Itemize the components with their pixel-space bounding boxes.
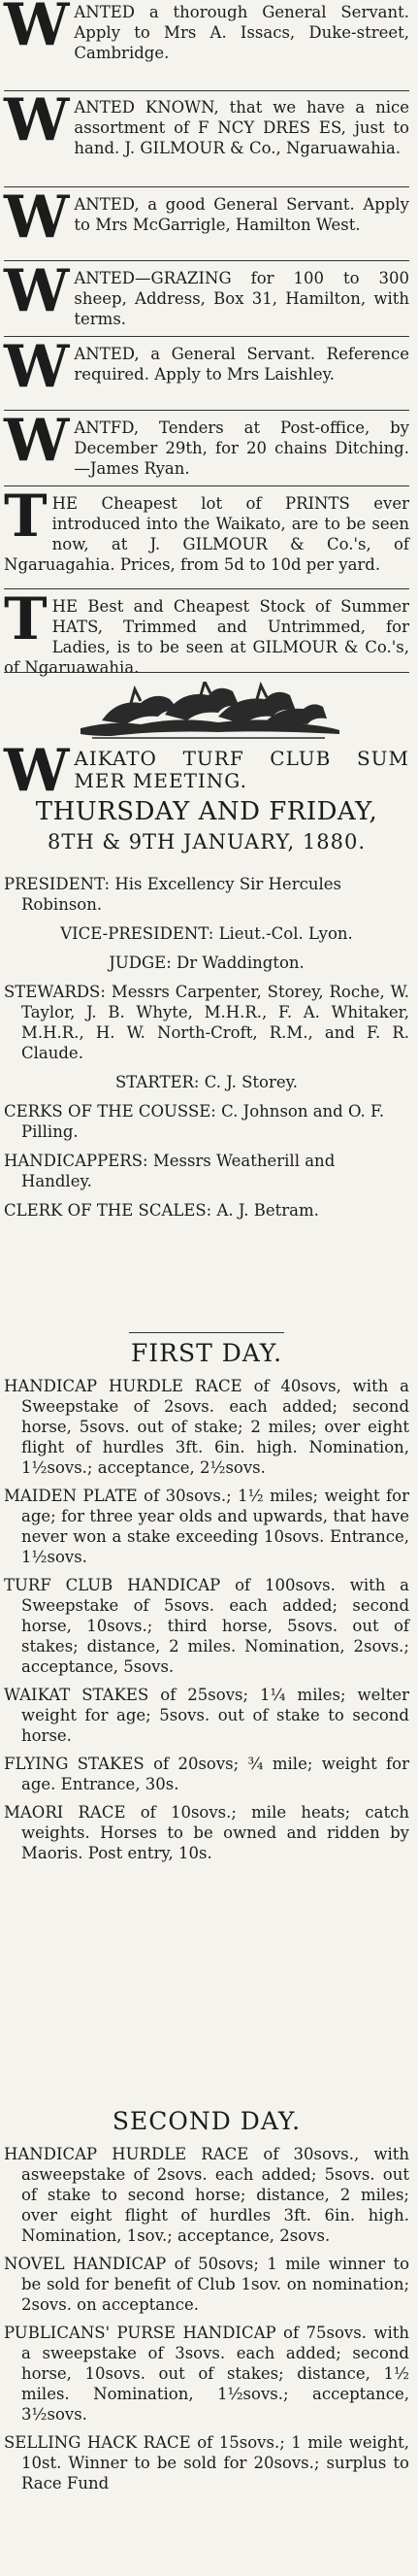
officials-list [4,874,409,1221]
ad-tenders-ditching [4,407,409,480]
drop-cap: W [4,333,70,401]
official-clerk-scales: CLERK OF THE SCALES: A. J. Betram. [4,1201,319,1220]
meeting-dates: 8TH & 9TH JANUARY, 1880. [47,830,367,853]
official-judge: JUDGE: Dr Waddington. [109,953,305,972]
divider [4,485,409,486]
race-entry: HANDICAP HURDLE RACE of 30sovs., with asweepstake of 2sovs. each added; 5sovs. out of stake to second horse; distance, 2 miles; over eight flight of hurdles 3ft. 6in. high. Nomination, 1sov.; acceptance, 2sovs. [4,2145,409,2245]
ad-servant-laishley [4,333,409,404]
drop-cap: T [4,585,48,653]
ad-summer-hats [4,585,409,677]
ad-text: ANTED—GRAZING for 100 to 300 sheep, Address, Box 31, Hamilton, with terms. [74,269,409,328]
race-entry: HANDICAP HURDLE RACE of 40sovs, with a Sweepstake of 2sovs. each added; second horse, 5sovs. out of stake; 2 miles; over eight flight of hurdles 3ft. 6in. high. Nomination, 1½sovs.; acceptance, 2½sovs. [4,1377,409,1477]
second-day-heading: SECOND DAY. [112,2107,302,2135]
divider [129,1332,284,1333]
drop-cap: W [4,737,70,805]
ad-general-servant-isaacs [4,2,409,84]
divider [4,672,409,673]
race-entry: MAIDEN PLATE of 30sovs.; 1½ miles; weight for age; for three year olds and upwards, that have never won a stake exceeding 10sovs. Entrance, 1½sovs. [4,1487,409,1566]
drop-cap: T [4,483,48,551]
first-day-section [4,1332,409,1863]
official-stewards: STEWARDS: Messrs Carpenter, Storey, Roche, W. Taylor, J. B. Whyte, M.H.R., F. A. Whitaker, M.H.R., H. W. North-Croft, R.M., and F. R. Claude. [4,983,409,1062]
race-entry: SELLING HACK RACE of 15sovs.; 1 mile weight, 10st. Winner to be sold for 20sovs.; surplus to Race Fund [4,2433,410,2492]
official-handicappers: HANDICAPPERS: Messrs Weatherill and Handley. [4,1152,336,1190]
race-entry: FLYING STAKES of 20sovs; ¾ mile; weight for age. Entrance, 30s. [4,1755,409,1793]
race-entry: MAORI RACE of 10sovs.; mile heats; catch weights. Horses to be owned and ridden by Maoris. Post entry, 10s. [4,1803,409,1862]
meeting-header [4,737,409,856]
ad-grazing [4,257,409,330]
race-entry: WAIKAT STAKES of 25sovs; 1¼ miles; welter weight for age; 5sovs. out of stake to second horse. [4,1686,409,1745]
race-entry: PUBLICANS' PURSE HANDICAP of 75sovs. with a sweepstake of 3sovs. each added; second horse, 10sovs. out of stakes; distance, 1½ miles. Nomination, 1½sovs.; acceptance, 3½sovs. [4,2324,410,2424]
divider [4,588,409,589]
official-president: PRESIDENT: His Excellency Sir Hercules Robinson. [4,875,341,914]
official-clerks-course: CERKS OF THE COUSSE: C. Johnson and O. F. Pilling. [4,1102,385,1141]
ad-text: HE Best and Cheapest Stock of Summer HATS, Trimmed and Untrimmed, for Ladies, is to be seen at GILMOUR & Co.'s, of Ngaruawahia. [4,597,409,677]
official-starter: STARTER: C. J. Storey. [115,1073,298,1091]
meeting-title: AIKATO TURF CLUB SUM MER MEETING. [74,747,409,792]
ad-text: ANTED KNOWN, that we have a nice assortment of F NCY DRES ES, just to hand. J. GILMOUR & Co., Ngaruawahia. [74,98,409,157]
drop-cap: W [4,407,70,475]
race-entry: TURF CLUB HANDICAP of 100sovs. with a Sweepstake of 5sovs. each added; second horse, 10sovs.; third horse, 5sovs. out of stakes; distance, 2 miles. Nomination, 2sovs.; acceptance, 5sovs. [4,1576,410,1676]
drop-cap: W [4,86,70,154]
first-day-heading: FIRST DAY. [130,1339,283,1367]
drop-cap: W [4,0,70,59]
racing-horses-illustration [73,682,344,740]
drop-cap: W [4,257,70,325]
ad-servant-mcgarrigle [4,184,409,254]
ad-text: ANTED, a General Servant. Reference required. Apply to Mrs Laishley. [74,345,409,384]
ad-text: ANTED, a good General Servant. Apply to Mrs McGarrigle, Hamilton West. [74,195,409,234]
meeting-days: THURSDAY AND FRIDAY, [35,797,378,826]
official-vice-president: VICE-PRESIDENT: Lieut.-Col. Lyon. [60,924,353,943]
second-day-section [4,2107,409,2493]
ad-prints [4,483,409,583]
ad-text: ANTFD, Tenders at Post-office, by December 29th, for 20 chains Ditching.—James Ryan. [74,418,409,478]
ad-text: ANTED a thorough General Servant. Apply to Mrs A. Issacs, Duke-street, Cambridge. [74,3,409,62]
drop-cap: W [4,184,70,251]
race-entry: NOVEL HANDICAP of 50sovs; 1 mile winner to be sold for benefit of Club 1sov. on nomination; 2sovs. on acceptance. [4,2255,410,2314]
ad-fancy-dresses [4,86,409,181]
ad-text: HE Cheapest lot of PRINTS ever introduced into the Waikato, are to be seen now, at J. GILMOUR & Co.'s, of Ngaruagahia. Prices, from 5d to 10d per yard. [4,494,409,574]
